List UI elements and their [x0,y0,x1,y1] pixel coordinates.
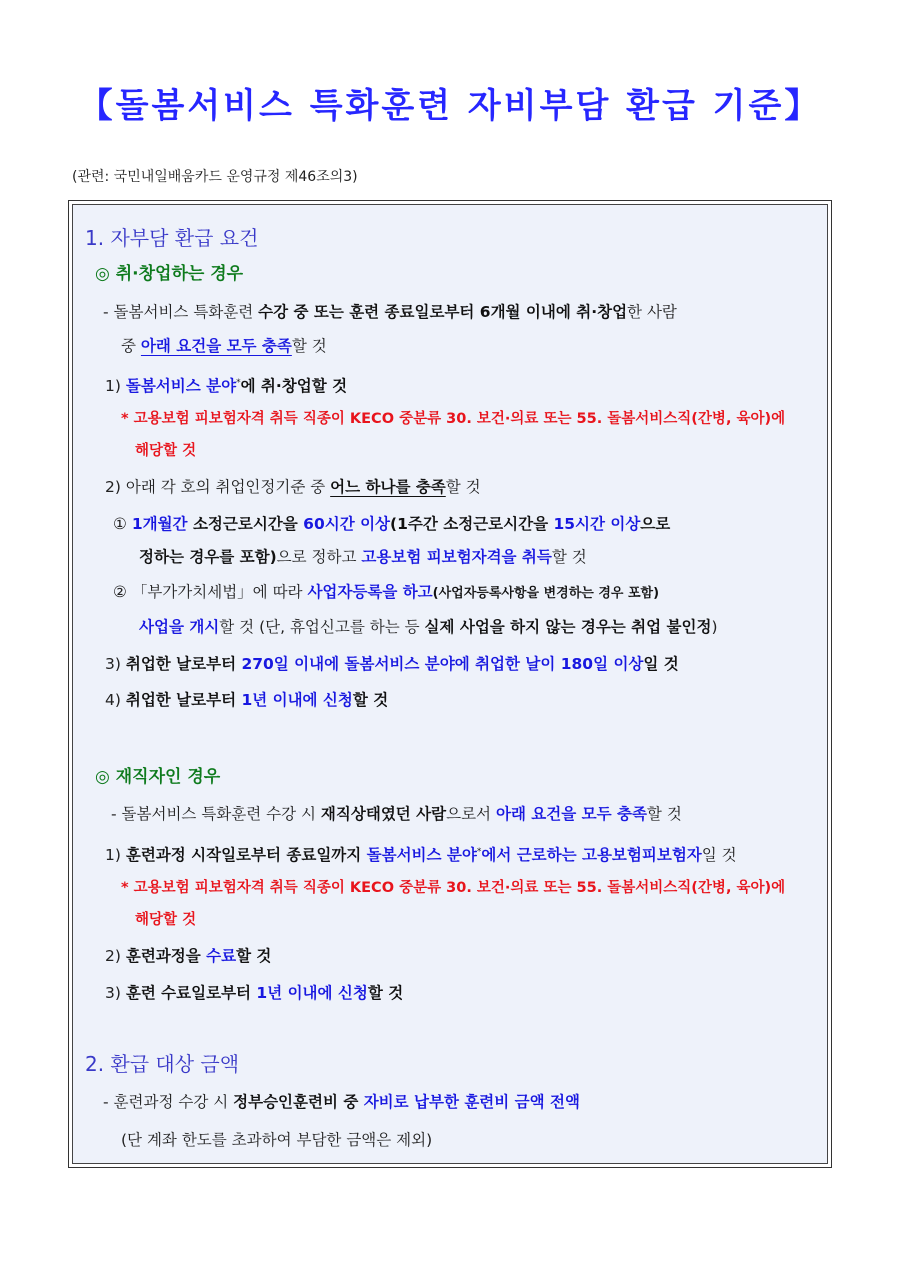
case-employed-intro-line1: - 돌봄서비스 특화훈련 수강 중 또는 훈련 종료일로부터 6개월 이내에 취·창업한 사람 [103,303,677,321]
employed-sub-1-line1: ① 1개월간 소정근로시간을 60시간 이상(1주간 소정근로시간을 15시간 이상으로 [113,515,671,533]
section2-line1: - 훈련과정 수강 시 정부승인훈련비 중 자비로 납부한 훈련비 금액 전액 [103,1093,580,1111]
employed-item-2: 2) 아래 각 호의 취업인정기준 중 어느 하나를 충족할 것 [105,478,481,496]
content-box-inner [72,204,828,1164]
section2-line2: (단 계좌 한도를 초과하여 부담한 금액은 제외) [121,1131,433,1149]
employed-note-line1: * 고용보험 피보험자격 취득 직종이 KECO 중분류 30. 보건·의료 또는 55. 돌봄서비스직(간병, 육아)에 [121,411,786,427]
worker-item-2: 2) 훈련과정을 수료할 것 [105,947,272,965]
employed-item-4: 4) 취업한 날로부터 1년 이내에 신청할 것 [105,691,389,709]
page-title: 【돌봄서비스 특화훈련 자비부담 환급 기준】 [78,86,822,126]
worker-note-line2: 해당할 것 [135,912,197,928]
content-box [68,200,832,1168]
reference-note: (관련: 국민내일배움카드 운영규정 제46조의3) [72,169,358,185]
case-employed-intro-line2: 중 아래 요건을 모두 충족할 것 [121,337,327,355]
case-worker-intro: - 돌봄서비스 특화훈련 수강 시 재직상태였던 사람으로서 아래 요건을 모두 충족할 것 [111,805,682,823]
case-worker-heading: ◎ 재직자인 경우 [95,767,221,787]
employed-sub-2-line1: ② 「부가가치세법」에 따라 사업자등록을 하고(사업자등록사항을 변경하는 경우 포함) [113,583,660,601]
employed-sub-1-line2: 정하는 경우를 포함)으로 정하고 고용보험 피보험자격을 취득할 것 [139,548,587,566]
worker-item-3: 3) 훈련 수료일로부터 1년 이내에 신청할 것 [105,984,404,1002]
case-employed-heading: ◎ 취·창업하는 경우 [95,264,244,284]
employed-item-3: 3) 취업한 날로부터 270일 이내에 돌봄서비스 분야에 취업한 날이 180일 이상일 것 [105,655,679,673]
employed-note-line2: 해당할 것 [135,443,197,459]
employed-sub-2-line2: 사업을 개시할 것 (단, 휴업신고를 하는 등 실제 사업을 하지 않는 경우는 취업 불인정) [139,618,718,636]
section1-heading: 1. 자부담 환급 요건 [85,226,259,250]
employed-item-1: 1) 돌봄서비스 분야*에 취·창업할 것 [105,377,348,396]
worker-item-1: 1) 훈련과정 시작일로부터 종료일까지 돌봄서비스 분야*에서 근로하는 고용보험피보험자일 것 [105,846,737,865]
worker-note-line1: * 고용보험 피보험자격 취득 직종이 KECO 중분류 30. 보건·의료 또는 55. 돌봄서비스직(간병, 육아)에 [121,880,786,896]
section2-heading: 2. 환급 대상 금액 [85,1052,240,1076]
